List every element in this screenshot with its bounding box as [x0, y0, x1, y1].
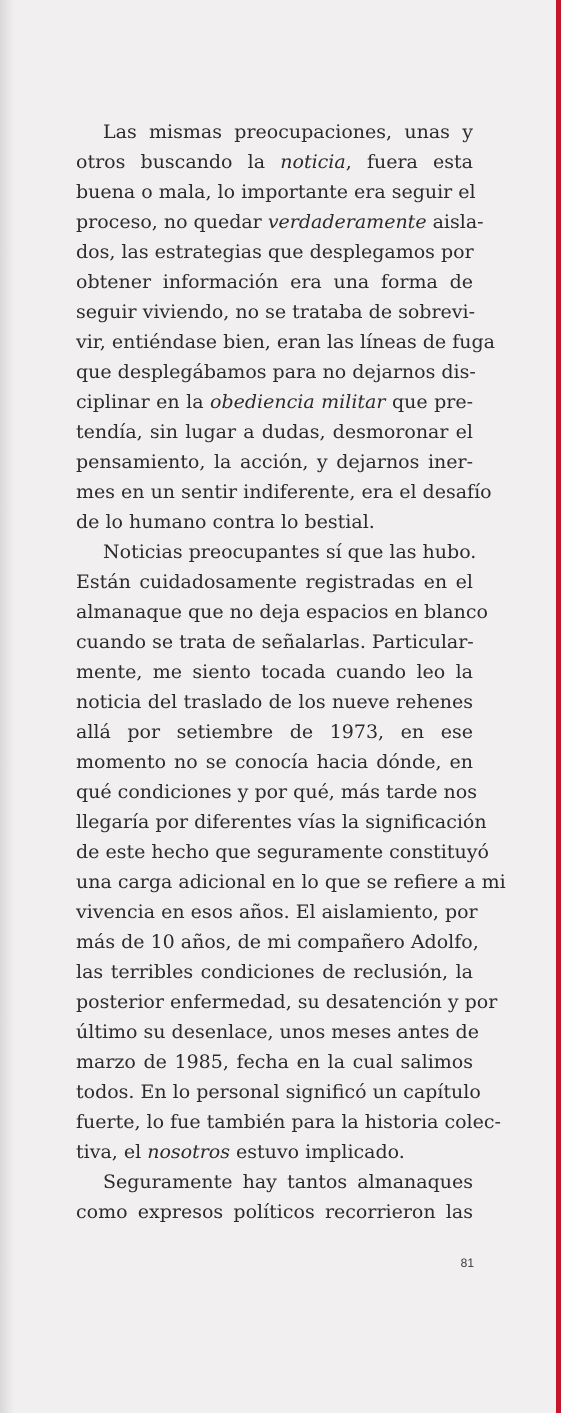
text-line: mente, me siento tocada cuando leo la — [76, 661, 473, 683]
text-line: noticia del traslado de los nueve rehenes — [76, 691, 473, 713]
text-line: almanaque que no deja espacios en blanco — [76, 601, 488, 623]
text-line: pensamiento, la acción, y dejarnos iner- — [76, 451, 473, 473]
text-line: más de 10 años, de mi compañero Adolfo, — [76, 931, 479, 953]
text-line: momento no se conocía hacia dónde, en — [76, 751, 473, 773]
text-line: otros buscando la noticia, fuera esta — [76, 151, 474, 173]
text-line: último su desenlace, unos meses antes de — [76, 1021, 479, 1043]
text-line: Noticias preocupantes sí que las hubo. — [103, 541, 477, 563]
text-line: las terribles condiciones de reclusión, la — [76, 961, 473, 983]
text-line: Están cuidadosamente registradas en el — [76, 571, 473, 593]
red-page-edge — [556, 0, 561, 1413]
text-line: una carga adicional en lo que se refiere a mi — [76, 871, 506, 893]
page-number: 81 — [460, 1256, 474, 1270]
text-line: posterior enfermedad, su desatención y por — [76, 991, 498, 1013]
text-line: dos, las estrategias que desplegamos por — [76, 241, 474, 263]
text-line: de lo humano contra lo bestial. — [76, 511, 375, 533]
text-line: seguir viviendo, no se trataba de sobrevi- — [76, 301, 476, 323]
text-line: vir, entiéndase bien, eran las líneas de fuga — [76, 331, 495, 353]
text-line: buena o mala, lo importante era seguir el — [76, 181, 476, 203]
text-line: Las mismas preocupaciones, unas y — [103, 121, 473, 143]
text-line: de este hecho que seguramente constituyó — [76, 841, 489, 863]
text-line: que desplegábamos para no dejarnos dis- — [76, 361, 476, 383]
text-line: proceso, no quedar verdaderamente aisla- — [76, 211, 484, 233]
text-line: fuerte, lo fue también para la historia colec- — [76, 1111, 501, 1133]
text-line: allá por setiembre de 1973, en ese — [76, 721, 473, 743]
gutter-shadow — [0, 0, 14, 1413]
text-line: tiva, el nosotros estuvo implicado. — [76, 1141, 405, 1163]
text-line: todos. En lo personal significó un capítulo — [76, 1081, 481, 1103]
text-line: llegaría por diferentes vías la significación — [76, 811, 487, 833]
text-line: cuando se trata de señalarlas. Particular- — [76, 631, 474, 653]
text-line: marzo de 1985, fecha en la cual salimos — [76, 1051, 473, 1073]
text-line: tendía, sin lugar a dudas, desmoronar el — [76, 421, 473, 443]
text-line: como expresos políticos recorrieron las — [76, 1201, 473, 1223]
text-line: ciplinar en la obediencia militar que pre- — [76, 391, 473, 413]
body-text — [76, 117, 506, 1227]
text-line: mes en un sentir indiferente, era el desafío — [76, 481, 492, 503]
text-line: vivencia en esos años. El aislamiento, por — [76, 901, 478, 923]
text-line: Seguramente hay tantos almanaques — [103, 1171, 473, 1193]
text-line: qué condiciones y por qué, más tarde nos — [76, 781, 477, 803]
text-line: obtener información era una forma de — [76, 271, 473, 293]
